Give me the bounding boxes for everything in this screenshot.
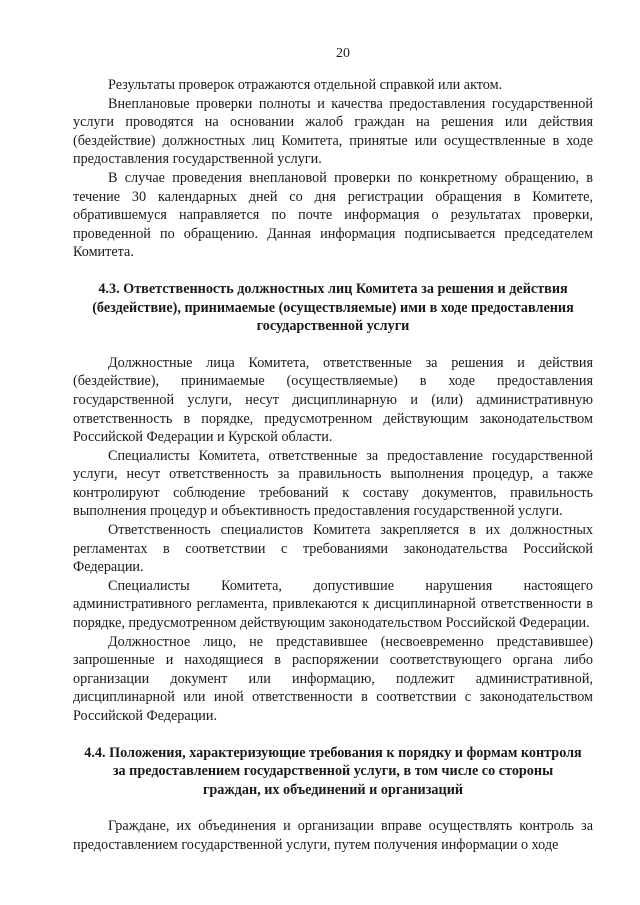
heading-line: государственной услуги [256, 318, 410, 335]
paragraph: Внеплановые проверки полноты и качества предоставления государственной услуги проводятся на основании жалоб граждан на решения или действия (бездействие) должностных лиц Комитета, принятые или осуществленные в ходе предоставления государственной услуги. [73, 95, 593, 168]
heading-line: (бездействие), принимаемые (осуществляемые) ими в ходе предоставления [92, 299, 574, 316]
paragraph: Специалисты Комитета, ответственные за предоставление государственной услуги, несут ответственность за правильность выполнения процедур, а также контролируют соблюдение требований к составу документов, правильность выполнения процедур и объективность предоставления государственной услуги. [73, 447, 593, 520]
heading-line: 4.3. Ответственность должностных лиц Комитета за решения и действия [98, 280, 568, 297]
heading-line: за предоставлением государственной услуги, в том числе со стороны [112, 763, 554, 780]
spacer [73, 726, 593, 744]
spacer [73, 336, 593, 354]
document-page [73, 46, 593, 855]
paragraph: Граждане, их объединения и организации вправе осуществлять контроль за предоставлением государственной услуги, путем получения информации о ходе [73, 818, 593, 853]
paragraph: Ответственность специалистов Комитета закрепляется в их должностных регламентах в соответствии с требованиями законодательства Российской Федерации. [73, 522, 593, 576]
section-heading-4-4 [73, 744, 593, 800]
paragraph: Результаты проверок отражаются отдельной справкой или актом. [108, 77, 503, 93]
heading-line: граждан, их объединений и организаций [202, 781, 464, 798]
heading-line: 4.4. Положения, характеризующие требования к порядку и формам контроля [84, 744, 582, 761]
page-number: 20 [336, 46, 350, 61]
paragraph: Должностные лица Комитета, ответственные за решения и действия (бездействие), принимаемые (осуществляемые) в ходе предоставления государственной услуги, несут дисциплинарную и (или) административную ответственность в порядке, предусмотренном действующим законодательством Российской Федерации и Курской области. [73, 354, 593, 446]
paragraph: В случае проведения внеплановой проверки по конкретному обращению, в течение 30 календарных дней со дня регистрации обращения в Комитете, обратившемуся направляется по почте информация о результатах проверки, проведенной по обращению. Данная информация подписывается председателем Комитета. [73, 169, 593, 261]
section-heading-4-3 [73, 280, 593, 336]
spacer [73, 262, 593, 280]
paragraph: Должностное лицо, не представившее (несвоевременно представившее) запрошенные и находящиеся в распоряжении соответствующего органа либо организации документ или информацию, подлежит административной, дисциплинарной или иной ответственности в соответствии с законодательством Российской Федерации. [73, 633, 593, 724]
spacer [73, 799, 593, 817]
paragraph: Специалисты Комитета, допустившие нарушения настоящего административного регламента, привлекаются к дисциплинарной ответственности в порядке, предусмотренном действующим законодательством Российской Федерации. [73, 577, 593, 632]
